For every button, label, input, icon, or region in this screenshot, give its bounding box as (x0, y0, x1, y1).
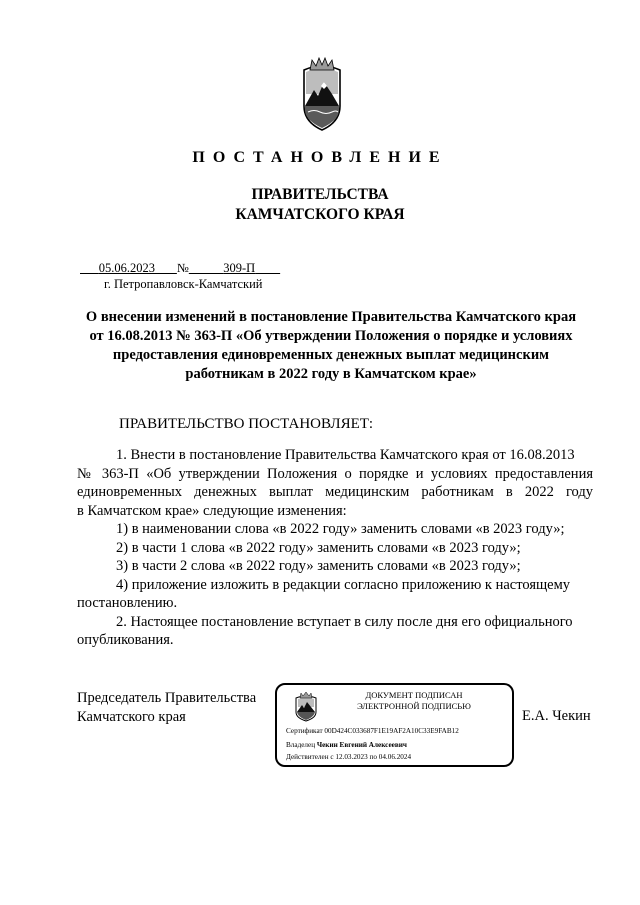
body-line: 1. Внести в постановление Правительства Камчатского края от 16.08.2013 (116, 447, 575, 463)
body-line: в Камчатском крае» следующие изменения: (77, 502, 347, 519)
valid-to-label: по (369, 753, 377, 761)
stamp-certificate (286, 727, 459, 735)
signatory-position-line-1: Председатель Правительства (77, 690, 257, 706)
body-line: № 363-П «Об утверждении Положения о порядке и условиях предоставления (77, 465, 593, 482)
government-name-line-2: КАМЧАТСКОГО КРАЯ (235, 206, 405, 223)
signatory-position (77, 689, 256, 727)
title-line: предоставления единовременных денежных выплат медицинским (112, 347, 550, 363)
date-underline-prefix (80, 261, 99, 275)
number-underline-suffix (255, 261, 280, 275)
owner-value: Чекин Евгений Алексеевич (316, 741, 407, 749)
certificate-label: Сертификат (286, 727, 323, 735)
owner-label: Владелец (286, 741, 316, 749)
body-line: постановлению. (77, 595, 178, 611)
stamp-validity (286, 753, 411, 761)
body-line: единовременных денежных выплат медицинским работникам в 2022 году (77, 484, 593, 500)
signatory-position-line-2: Камчатского края (77, 709, 186, 725)
stamp-emblem-icon (295, 692, 317, 722)
body-line: 4) приложение изложить в редакции согласно приложению к настоящему (116, 576, 571, 593)
number-underline-prefix (189, 261, 223, 275)
electronic-signature-stamp (275, 683, 514, 767)
stamp-heading-line-1: ДОКУМЕНТ ПОДПИСАН (365, 690, 463, 700)
body-line: 2. Настоящее постановление вступает в силу после дня его официального (116, 613, 573, 630)
document-title (70, 308, 592, 384)
body-line: опубликования. (77, 632, 174, 648)
valid-label: Действителен с (286, 753, 334, 761)
body-line: 2) в части 1 слова «в 2022 году» заменить словами «в 2023 году»; (116, 539, 521, 556)
document-body (77, 446, 593, 650)
title-line: О внесении изменений в постановление Правительства Камчатского края (85, 309, 577, 325)
body-line: 3) в части 2 слова «в 2022 году» заменить словами «в 2023 году»; (116, 558, 521, 574)
certificate-value: 00D424C033687F1E19AF2A10C33E9FAB12 (324, 727, 459, 735)
valid-from: 12.03.2023 (335, 753, 368, 761)
title-line: от 16.08.2013 № 363-П «Об утверждении Положения о порядке и условиях (89, 328, 573, 344)
stamp-heading-line-2: ЭЛЕКТРОННОЙ ПОДПИСЬЮ (357, 701, 471, 711)
date-underline-suffix (155, 261, 177, 275)
signer-name: Е.А. Чекин (522, 708, 591, 724)
government-name-line-1: ПРАВИТЕЛЬСТВА (251, 186, 389, 203)
valid-to: 04.06.2024 (378, 753, 412, 761)
document-number: 309-П (223, 261, 256, 275)
kamchatka-coat-of-arms-emblem (302, 56, 342, 132)
body-line: 1) в наименовании слова «в 2022 году» заменить словами «в 2023 году»; (116, 521, 565, 537)
resolves-statement: ПРАВИТЕЛЬСТВО ПОСТАНОВЛЯЕТ: (119, 416, 374, 432)
document-date: 05.06.2023 (98, 261, 155, 275)
document-city: г. Петропавловск-Камчатский (104, 277, 263, 291)
stamp-heading (325, 690, 503, 712)
title-line: работникам в 2022 году в Камчатском крае» (185, 366, 477, 382)
document-date-number (80, 261, 280, 276)
government-name (0, 185, 640, 225)
document-type-heading: ПОСТАНОВЛЕНИЕ (192, 149, 448, 166)
stamp-owner (286, 741, 407, 749)
number-sign: № (176, 261, 189, 275)
